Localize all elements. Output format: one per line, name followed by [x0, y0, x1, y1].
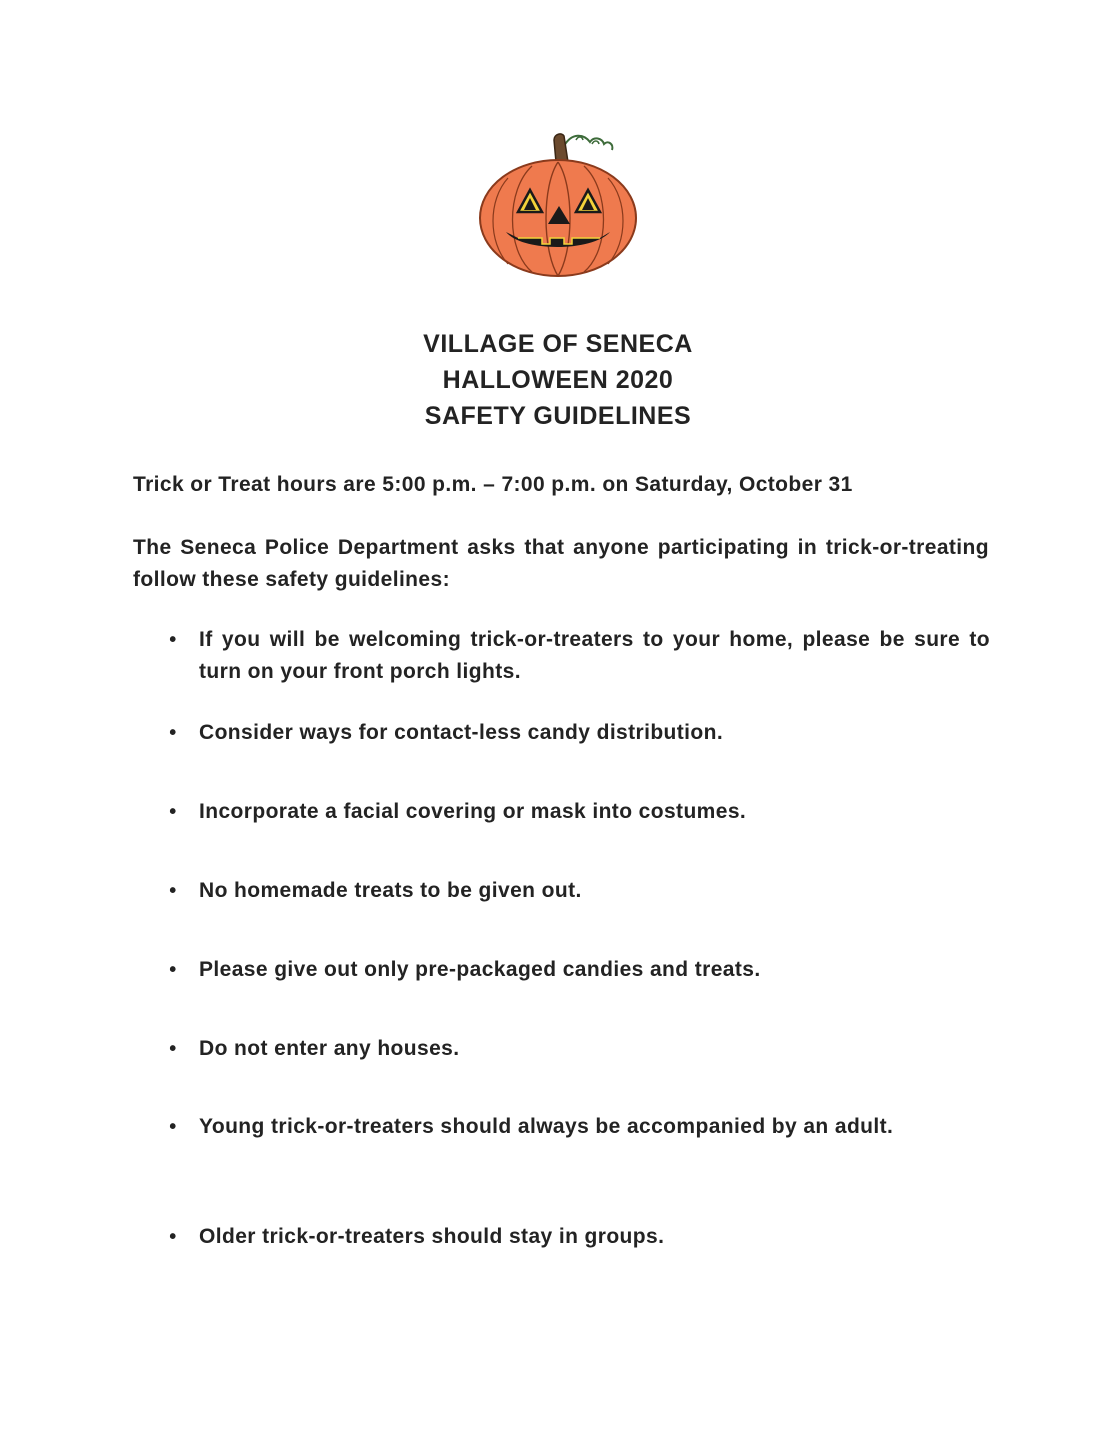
guideline-text: Do not enter any houses. [199, 1037, 460, 1060]
bullet-icon: • [169, 1116, 177, 1138]
guideline-item [166, 875, 990, 907]
guideline-item [166, 1221, 990, 1253]
guideline-text: If you will be welcoming trick-or-treaters to your home, please be sure to turn on your front porch lights. [199, 628, 990, 683]
guideline-item [166, 1033, 990, 1065]
title-line-2: HALLOWEEN 2020 [442, 366, 674, 394]
guideline-item [166, 1111, 990, 1143]
guideline-text: Older trick-or-treaters should stay in groups. [199, 1225, 665, 1248]
guideline-item [166, 624, 990, 688]
guideline-item [166, 717, 990, 749]
guideline-item [166, 954, 990, 986]
guideline-text: Young trick-or-treaters should always be accompanied by an adult. [199, 1115, 894, 1138]
guideline-text: No homemade treats to be given out. [199, 879, 582, 902]
bullet-icon: • [169, 959, 177, 981]
bullet-icon: • [169, 722, 177, 744]
bullet-icon: • [169, 1226, 177, 1248]
title-line-3: SAFETY GUIDELINES [424, 402, 692, 430]
title-line-1: VILLAGE OF SENECA [423, 330, 693, 358]
guideline-text: Please give out only pre-packaged candies and treats. [199, 958, 761, 981]
bullet-icon: • [169, 629, 177, 651]
guideline-item [166, 796, 990, 828]
intro-paragraph: The Seneca Police Department asks that anyone participating in trick-or-treating follow these safety guidelines: [133, 536, 989, 591]
trick-or-treat-hours: Trick or Treat hours are 5:00 p.m. – 7:00 p.m. on Saturday, October 31 [133, 473, 853, 496]
guideline-text: Incorporate a facial covering or mask into costumes. [199, 800, 747, 823]
bullet-icon: • [169, 1038, 177, 1060]
bullet-icon: • [169, 801, 177, 823]
guideline-text: Consider ways for contact-less candy distribution. [199, 721, 724, 744]
bullet-icon: • [169, 880, 177, 902]
